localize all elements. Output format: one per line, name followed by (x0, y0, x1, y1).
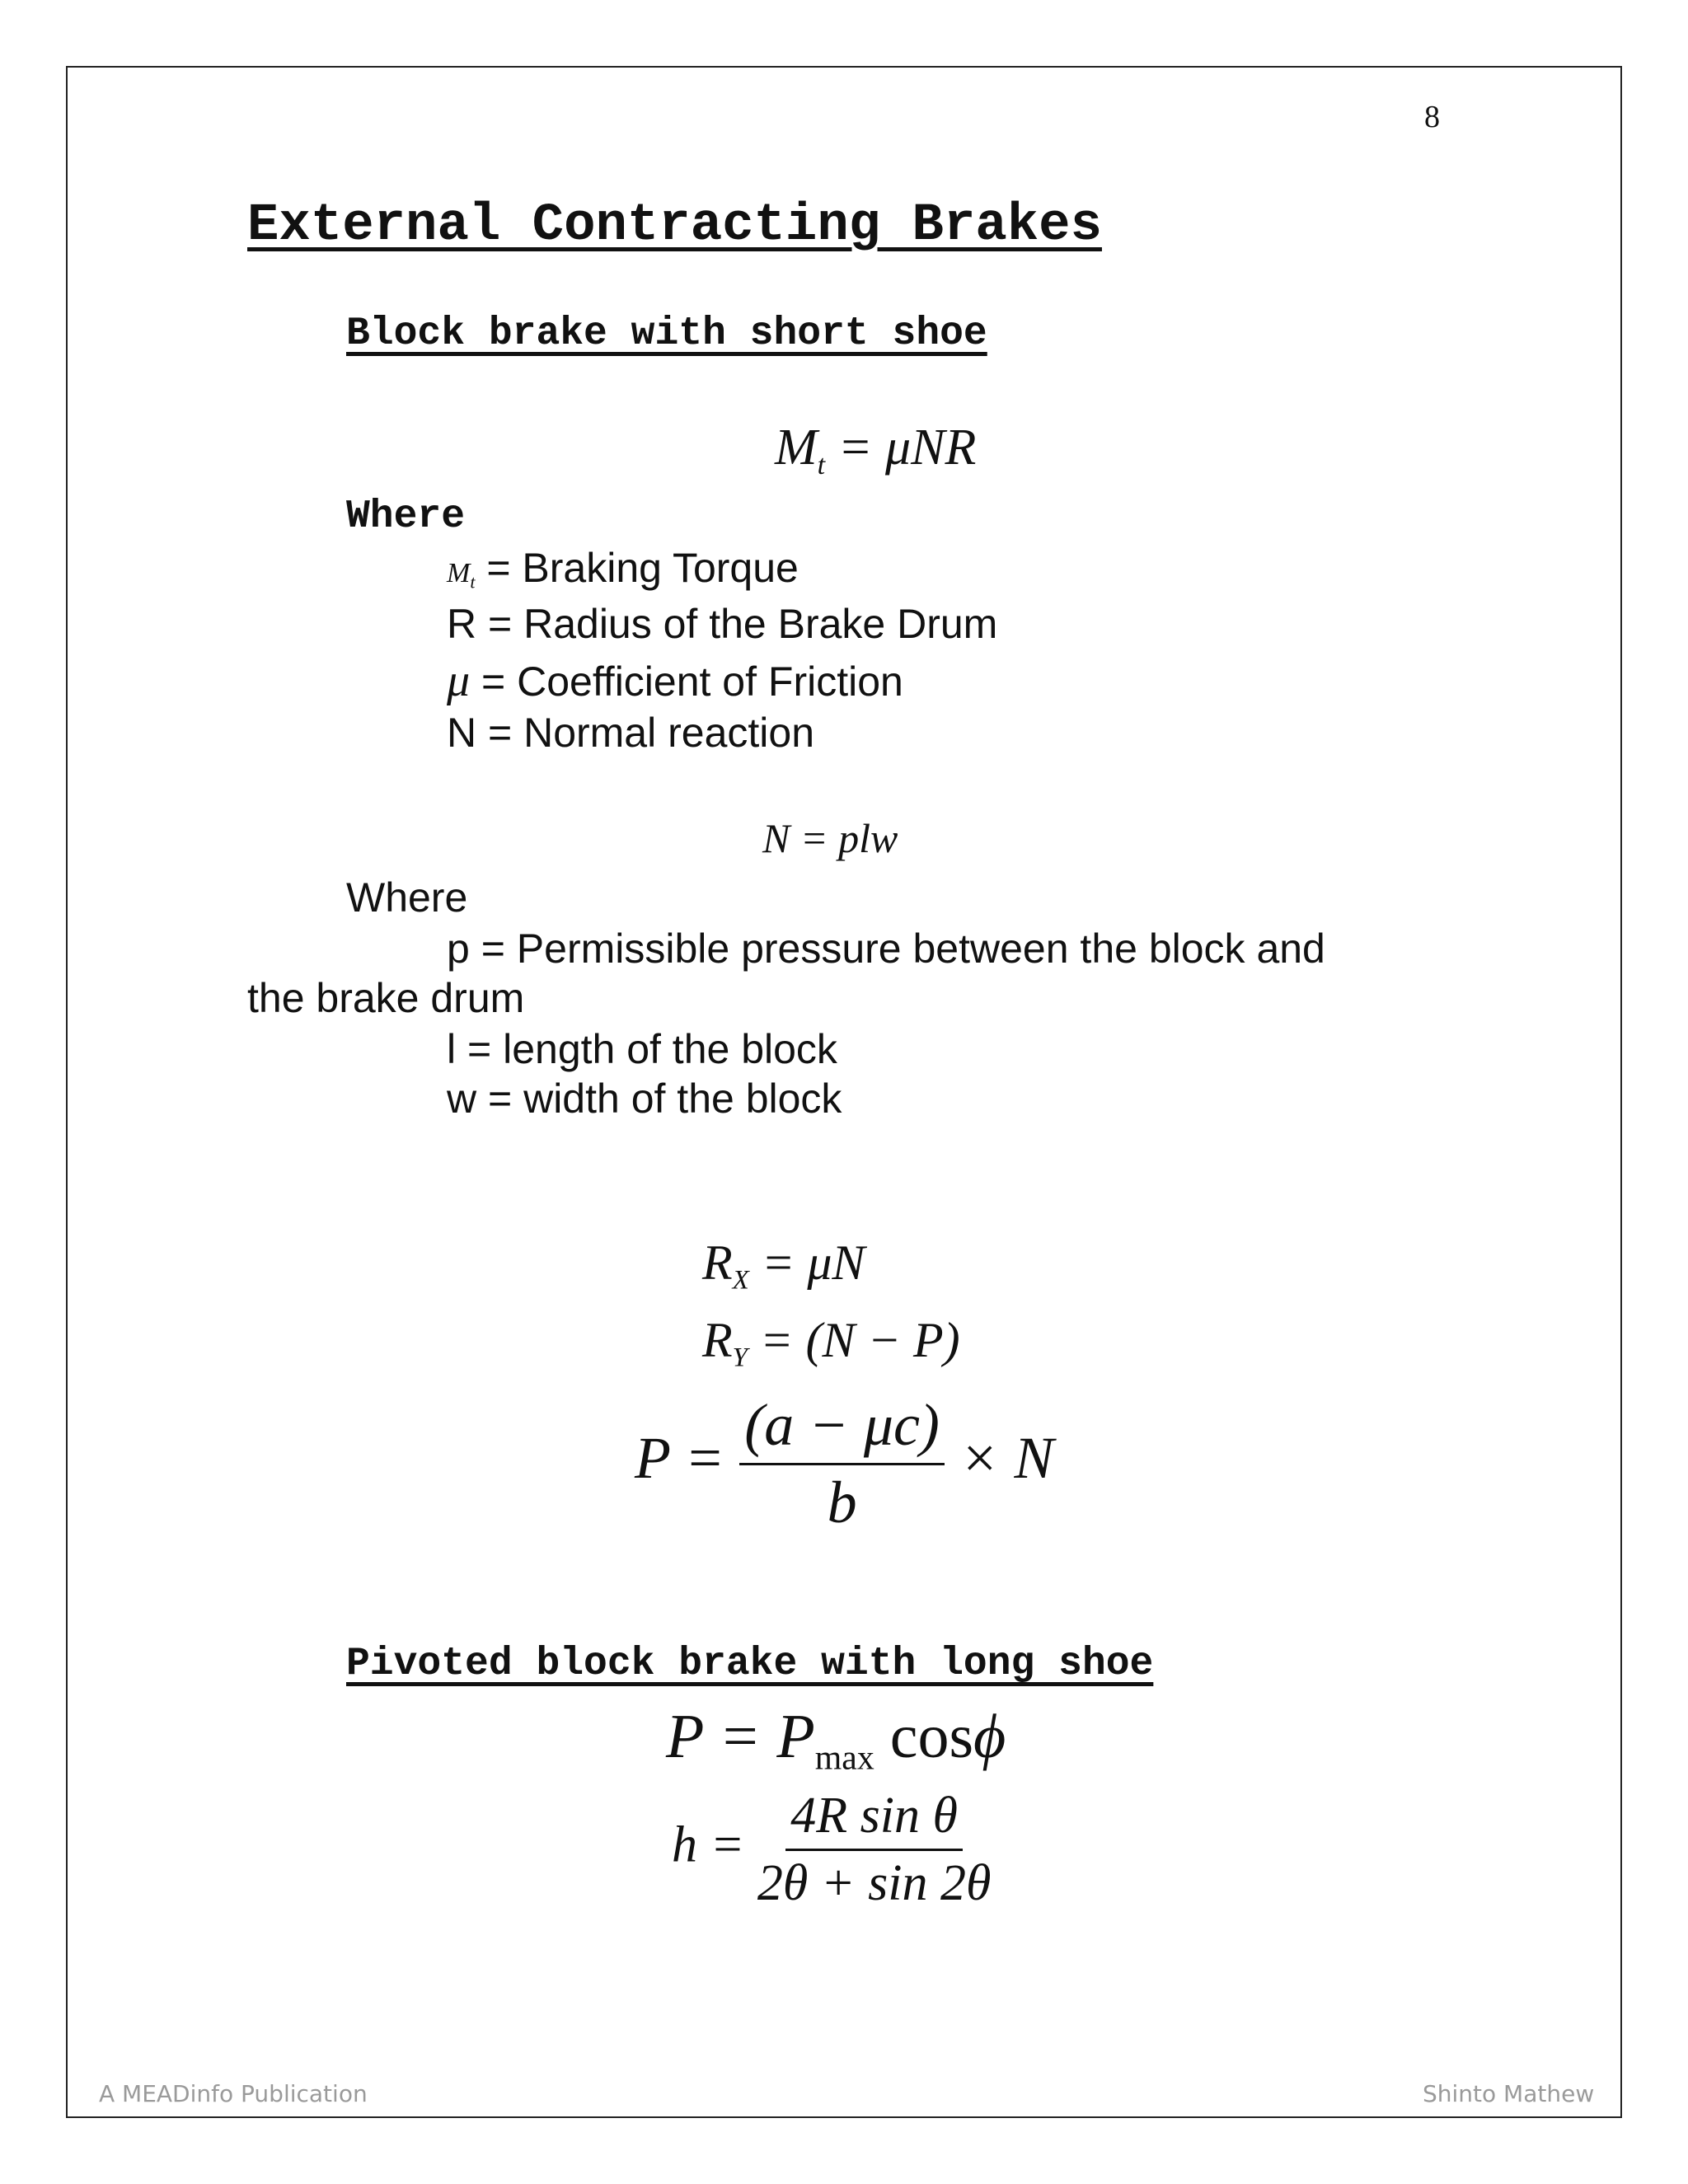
torque-symbol: M (447, 558, 471, 588)
eq-ry-rhs: = (N − P) (760, 1313, 960, 1367)
torque-symbol-sub: t (470, 571, 476, 593)
section-heading-pivoted-brake: Pivoted block brake with long shoe (346, 1642, 1154, 1686)
equation-pressure-distribution (666, 1701, 1006, 1779)
def-width: w = width of the block (447, 1076, 842, 1122)
eq-h-denominator: 2θ + sin 2θ (757, 1855, 992, 1911)
footer-publisher: A MEADinfo Publication (99, 2080, 368, 2107)
eq-p-denominator: b (827, 1469, 857, 1535)
def-pressure-line1: p = Permissible pressure between the block and (447, 926, 1325, 972)
eq-h-fraction (757, 1787, 992, 1913)
eq-p-lhs: P = (635, 1425, 725, 1492)
eq-rx-rhs: = μN (761, 1235, 865, 1290)
where-label-1: Where (346, 494, 466, 539)
eq-ry-sub: Y (732, 1343, 748, 1373)
eq-torque-sub: t (817, 449, 826, 480)
eq-h-lhs: h = (672, 1816, 745, 1873)
def-pressure-line2: the brake drum (247, 975, 525, 1021)
def-length: l = length of the block (447, 1026, 837, 1072)
footer-author: Shinto Mathew (1423, 2080, 1595, 2107)
eq-p-fraction (739, 1391, 945, 1537)
def-coefficient-friction (447, 654, 903, 707)
torque-def-text: = Braking Torque (475, 545, 799, 591)
eq-pressure-fn: cos (874, 1702, 974, 1771)
section-heading-block-brake: Block brake with short shoe (346, 312, 987, 356)
page-title: External Contracting Brakes (247, 196, 1102, 255)
mu-symbol: μ (447, 655, 471, 706)
mu-def-text: = Coefficient of Friction (470, 658, 903, 705)
eq-pressure-var: ϕ (973, 1702, 1006, 1771)
equation-pivot-distance (672, 1787, 991, 1913)
equation-braking-torque (775, 419, 976, 481)
eq-pressure-lhs: P = P (666, 1702, 815, 1771)
equation-normal-reaction: N = plw (762, 815, 898, 861)
eq-ry-lhs: R (702, 1313, 733, 1367)
eq-rx-lhs: R (702, 1235, 733, 1290)
eq-torque-lhs: M (775, 419, 818, 476)
equation-rx (702, 1235, 865, 1296)
def-braking-torque (447, 544, 799, 593)
eq-p-numerator: (a − μc) (739, 1391, 945, 1465)
eq-p-rhs: × N (959, 1425, 1054, 1492)
equation-actuating-force (635, 1391, 1054, 1537)
eq-pressure-sub: max (814, 1739, 874, 1778)
eq-torque-rhs: = μNR (837, 419, 977, 476)
equation-ry (702, 1312, 960, 1374)
eq-h-numerator: 4R sin θ (785, 1787, 963, 1851)
eq-rx-sub: X (732, 1265, 749, 1296)
def-radius: R = Radius of the Brake Drum (447, 601, 998, 647)
def-normal-reaction: N = Normal reaction (447, 710, 814, 756)
page-number: 8 (1424, 100, 1440, 134)
where-label-2: Where (346, 874, 468, 921)
